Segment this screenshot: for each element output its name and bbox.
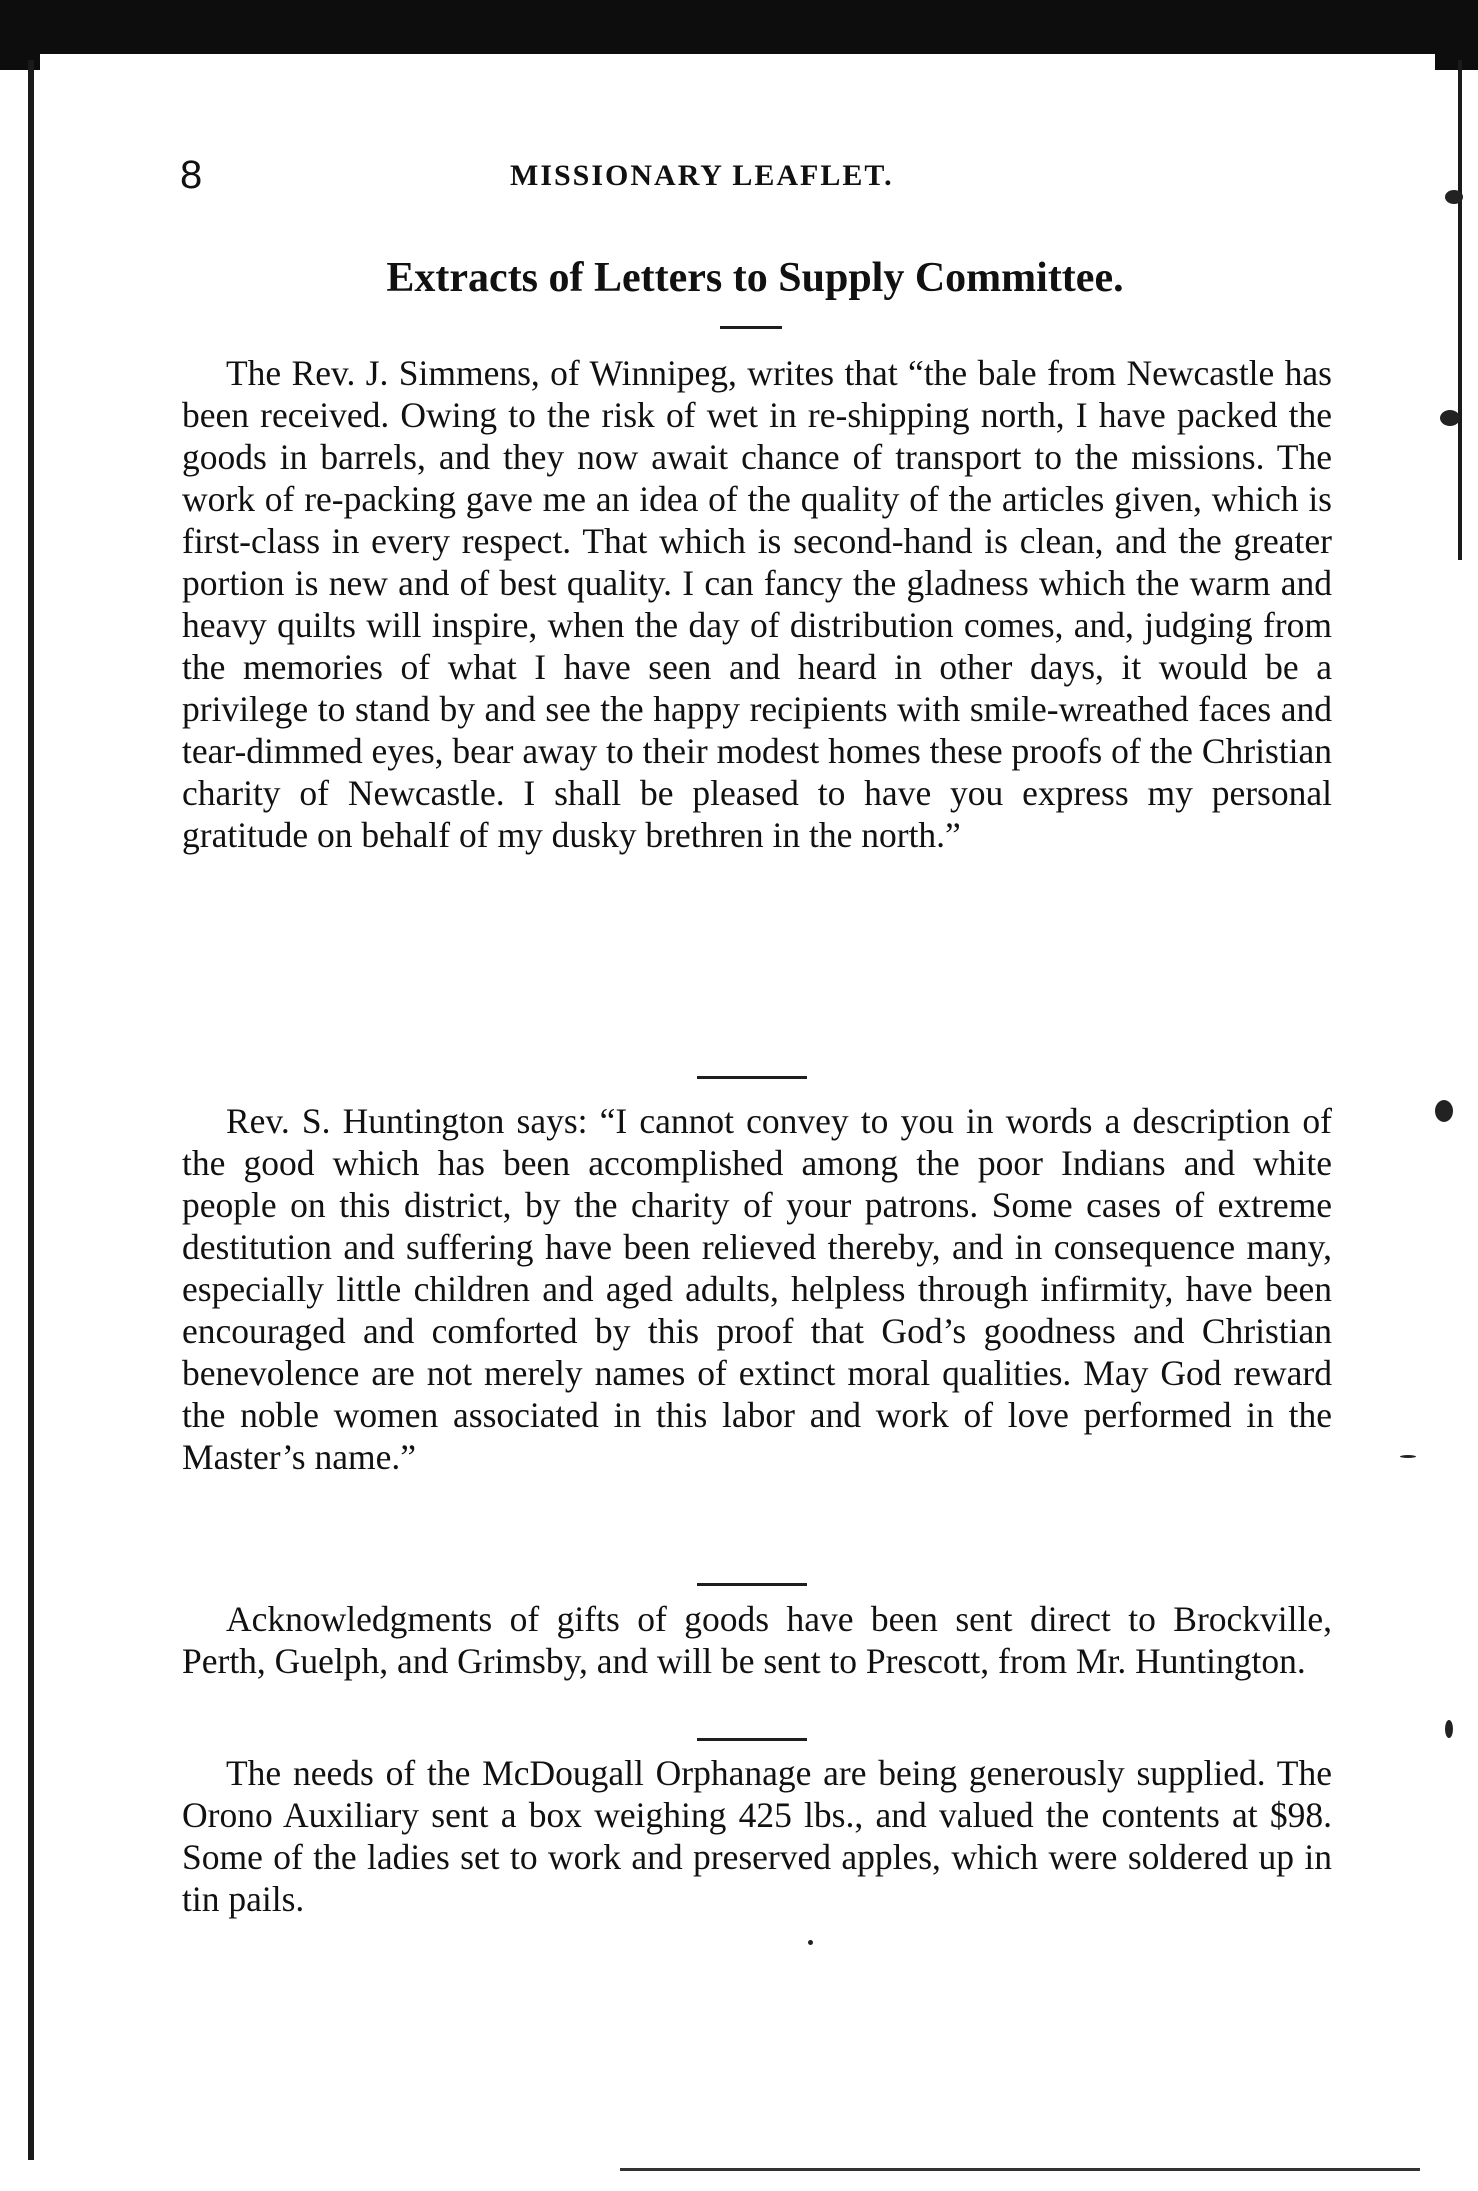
scan-speck — [1445, 1720, 1453, 1738]
page-header — [180, 150, 1330, 200]
orphanage-paragraph: The needs of the McDougall Orphanage are being generously supplied. The Orono Auxiliary sent a box weighing 425 lbs., and valued the contents at $98. Some of the ladies set to work and preserved apples, which were soldered up in tin pails. — [182, 1753, 1332, 1919]
scan-left-edge — [28, 60, 34, 2160]
page-number: 8 — [180, 153, 203, 197]
scan-speck — [1400, 1455, 1416, 1458]
scan-speck — [1445, 190, 1463, 204]
scan-bottom-edge — [620, 2168, 1420, 2171]
divider-rule — [697, 1583, 807, 1586]
scan-right-edge — [1458, 60, 1462, 560]
letter-huntington: Rev. S. Huntington says: “I cannot convey to you in words a description of the good which has been accomplished among the poor Indians and white people on this district, by the charity of your patrons. Some cases of extreme destitution and suffering have been relieved thereby, and in consequence many, especially little children and aged adults, helpless through infirmity, have been encouraged and comforted by this proof that God’s goodness and Christian benevolence are not merely names of extinct moral qualities. May God reward the noble women associated in this labor and work of love performed in the Master’s name.” — [182, 1101, 1332, 1477]
scan-top-border-gap — [40, 54, 1435, 74]
running-head: MISSIONARY LEAFLET. — [510, 159, 894, 192]
scan-speck — [1435, 1100, 1453, 1122]
divider-rule — [720, 326, 782, 329]
section-heading: Extracts of Letters to Supply Committee. — [386, 255, 1124, 301]
scan-speck — [1440, 410, 1460, 426]
scan-speck — [808, 1940, 813, 1945]
divider-rule — [697, 1738, 807, 1741]
divider-rule — [697, 1076, 807, 1079]
acknowledgments-paragraph: Acknowledgments of gifts of goods have been sent direct to Brockville, Perth, Guelph, and Grimsby, and will be sent to Prescott, from Mr. Huntington. — [182, 1599, 1332, 1681]
letter-simmens: The Rev. J. Simmens, of Winnipeg, writes that “the bale from Newcastle has been received. Owing to the risk of wet in re-shipping north, I have packed the goods in barrels, and they now await chance of transport to the missions. The work of re-packing gave me an idea of the quality of the articles given, which is first-class in every respect. That which is second-hand is clean, and the greater portion is new and of best quality. I can fancy the gladness which the warm and heavy quilts will inspire, when the day of distribution comes, and, judging from the memories of what I have seen and heard in other days, it would be a privilege to stand by and see the happy recipients with smile-wreathed faces and tear-dimmed eyes, bear away to their modest homes these proofs of the Christian charity of Newcastle. I shall be pleased to have you express my personal gratitude on behalf of my dusky brethren in the north.” — [182, 353, 1332, 855]
